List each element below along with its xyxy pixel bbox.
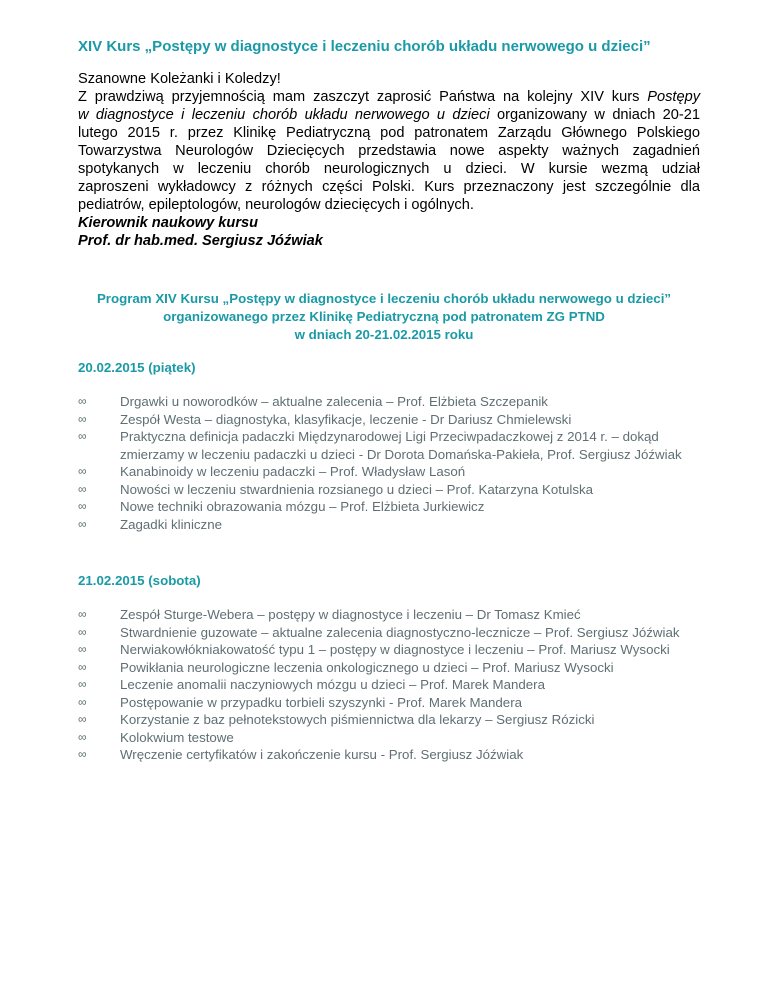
schedule-item bbox=[78, 711, 698, 729]
schedule-item bbox=[78, 641, 698, 659]
schedule-item bbox=[78, 729, 698, 747]
bullet-icon: ∞ bbox=[78, 464, 87, 478]
bullet-icon: ∞ bbox=[78, 499, 87, 513]
signature-role: Kierownik naukowy kursu bbox=[78, 215, 259, 231]
bullet-icon: ∞ bbox=[78, 642, 87, 656]
intro-line bbox=[78, 88, 700, 106]
intro-line: spotykanych w leczeniu chorób neurologicznych u dzieci. W kursie wezmą udział bbox=[78, 161, 700, 177]
schedule-item bbox=[78, 624, 698, 642]
schedule-item-text: Stwardnienie guzowate – aktualne zalecenia diagnostyczno-lecznicze – Prof. Sergiusz Jóźwiak bbox=[120, 624, 680, 640]
schedule-item-text: Zespół Westa – diagnostyka, klasyfikacje, leczenie - Dr Dariusz Chmielewski bbox=[120, 411, 572, 427]
schedule-item-text: Praktyczna definicja padaczki Międzynarodowej Ligi Przeciwpadaczkowej z 2014 r. – dokąd zmierzamy w leczeniu padaczki u dzieci - Dr Dorota Domańska-Pakieła, Prof. Sergiusz Jóźwiak bbox=[120, 429, 682, 462]
schedule-item-text: Nowości w leczeniu stwardnienia rozsianego u dzieci – Prof. Katarzyna Kotulska bbox=[120, 481, 594, 497]
schedule-item-text: Kolokwium testowe bbox=[120, 729, 234, 745]
schedule-item bbox=[78, 676, 698, 694]
schedule-item-text: Postępowanie w przypadku torbieli szyszynki - Prof. Marek Mandera bbox=[120, 694, 523, 710]
program-heading-line: organizowanego przez Klinikę Pediatryczną pod patronatem ZG PTND bbox=[163, 309, 605, 324]
program-heading-line: Program XIV Kursu „Postępy w diagnostyce i leczeniu chorób układu nerwowego u dzieci” bbox=[96, 291, 672, 306]
bullet-icon: ∞ bbox=[78, 747, 87, 761]
schedule-item-text: Kanabinoidy w leczeniu padaczki – Prof. Władysław Lasoń bbox=[120, 464, 466, 479]
intro-text: Z prawdziwą przyjemnością mam zaszczyt zaprosić Państwa na kolejny XIV kurs bbox=[78, 89, 648, 105]
intro-line: Towarzystwa Neurologów Dziecięcych przedstawia nowe aspekty ważnych zagadnień bbox=[78, 143, 700, 159]
schedule-item-text: Zespół Sturge-Webera – postępy w diagnostyce i leczeniu – Dr Tomasz Kmieć bbox=[120, 607, 581, 622]
day1-title: 20.02.2015 (piątek) bbox=[78, 360, 196, 375]
schedule-item bbox=[78, 463, 698, 481]
schedule-item-text: Leczenie anomalii naczyniowych mózgu u dzieci – Prof. Marek Mandera bbox=[120, 677, 545, 692]
bullet-icon: ∞ bbox=[78, 694, 87, 709]
intro-line: lutego 2015 r. przez Klinikę Pediatryczną pod patronatem Zarządu Głównego Polskiego bbox=[78, 125, 700, 141]
intro-line: pediatrów, epileptologów, neurologów dziecięcych i ogólnych. bbox=[78, 197, 474, 213]
greeting: Szanowne Koleżanki i Koledzy! bbox=[78, 71, 281, 87]
day1-schedule-list bbox=[78, 393, 698, 533]
schedule-item-text: Korzystanie z baz pełnotekstowych piśmiennictwa dla lekarzy – Sergiusz Rózicki bbox=[120, 712, 595, 727]
schedule-item bbox=[78, 498, 698, 516]
bullet-icon: ∞ bbox=[78, 677, 87, 691]
document-title: XIV Kurs „Postępy w diagnostyce i leczeniu chorób układu nerwowego u dzieci” bbox=[78, 38, 651, 55]
schedule-item bbox=[78, 516, 698, 534]
day2-title: 21.02.2015 (sobota) bbox=[78, 573, 201, 588]
schedule-item bbox=[78, 746, 698, 764]
schedule-item-text: Zagadki kliniczne bbox=[120, 516, 222, 532]
bullet-icon: ∞ bbox=[78, 516, 87, 531]
bullet-icon: ∞ bbox=[78, 712, 87, 726]
schedule-item bbox=[78, 393, 698, 411]
bullet-icon: ∞ bbox=[78, 481, 87, 496]
bullet-icon: ∞ bbox=[78, 624, 87, 639]
schedule-item bbox=[78, 428, 698, 463]
schedule-item-text: Powikłania neurologiczne leczenia onkologicznego u dzieci – Prof. Mariusz Wysocki bbox=[120, 659, 614, 675]
schedule-item bbox=[78, 694, 698, 712]
program-heading bbox=[40, 290, 728, 344]
schedule-item-text: Drgawki u noworodków – aktualne zalecenia – Prof. Elżbieta Szczepanik bbox=[120, 394, 548, 409]
schedule-item bbox=[78, 411, 698, 429]
schedule-item bbox=[78, 606, 698, 624]
bullet-icon: ∞ bbox=[78, 729, 87, 744]
schedule-item-text: Wręczenie certyfikatów i zakończenie kursu - Prof. Sergiusz Jóźwiak bbox=[120, 747, 524, 762]
bullet-icon: ∞ bbox=[78, 659, 87, 674]
intro-text: organizowany w dniach 20-21 bbox=[489, 107, 700, 123]
signature-name: Prof. dr hab.med. Sergiusz Jóźwiak bbox=[78, 233, 323, 249]
schedule-item bbox=[78, 659, 698, 677]
bullet-icon: ∞ bbox=[78, 411, 87, 426]
schedule-item-text: Nowe techniki obrazowania mózgu – Prof. Elżbieta Jurkiewicz bbox=[120, 499, 485, 514]
bullet-icon: ∞ bbox=[78, 607, 87, 621]
bullet-icon: ∞ bbox=[78, 429, 87, 443]
bullet-icon: ∞ bbox=[78, 394, 87, 408]
program-heading-line: w dniach 20-21.02.2015 roku bbox=[294, 327, 474, 342]
course-name-italic: w diagnostyce i leczeniu chorób układu nerwowego u dzieci bbox=[78, 107, 490, 123]
intro-line bbox=[78, 106, 700, 124]
intro-letter bbox=[78, 70, 700, 250]
schedule-item bbox=[78, 481, 698, 499]
schedule-item-text: Nerwiakowłókniakowatość typu 1 – postępy w diagnostyce i leczeniu – Prof. Mariusz Wysocki bbox=[120, 642, 670, 657]
intro-line: zaproszeni wykładowcy z różnych części Polski. Kurs przeznaczony jest szczególnie dla bbox=[78, 179, 700, 195]
course-name-italic: Postępy bbox=[647, 89, 700, 105]
day2-schedule-list bbox=[78, 606, 698, 764]
